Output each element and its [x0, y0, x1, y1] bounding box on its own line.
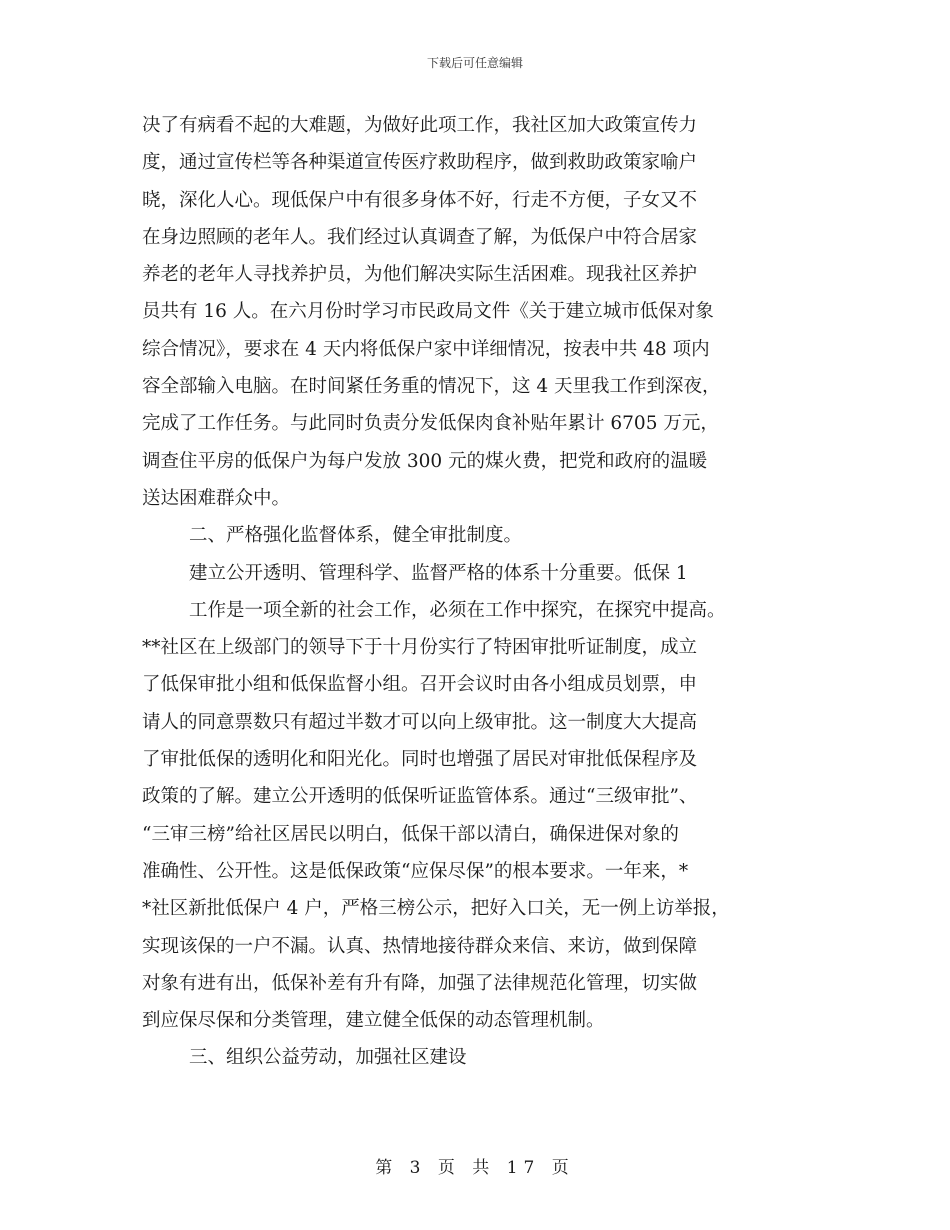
document-body [142, 107, 812, 1077]
paragraph-line: 对象有进有出，低保补差有升有降，加强了法律规范化管理，切实做 [142, 972, 698, 994]
paragraph-line: 了低保审批小组和低保监督小组。召开会议时由各小组成员划票，申 [142, 674, 698, 696]
paragraph-line: 了审批低保的透明化和阳光化。同时也增强了居民对审批低保程序及 [142, 749, 698, 771]
paragraph-line: 建立公开透明、管理科学、监督严格的体系十分重要。低保 1 [189, 562, 688, 584]
paragraph-line: *社区新批低保户 4 户，严格三榜公示，把好入口关，无一例上访举报， [142, 898, 730, 920]
paragraph-line: 员共有 16 人。在六月份时学习市民政局文件《关于建立城市低保对象 [142, 301, 714, 323]
paragraph-line: 实现该保的一户不漏。认真、热情地接待群众来信、来访，做到保障 [142, 935, 698, 957]
section-heading: 二、严格强化监督体系，健全审批制度。 [189, 525, 523, 547]
paragraph-line: 政策的了解。建立公开透明的低保听证监管体系。通过“三级审批”、 [142, 786, 698, 808]
paragraph-line: 调查住平房的低保户为每户发放 300 元的煤火费，把党和政府的温暖 [142, 450, 708, 472]
paragraph-line: 晓，深化人心。现低保户中有很多身体不好，行走不方便，子女又不 [142, 189, 698, 211]
paragraph-line: “三审三榜”给社区居民以明白，低保干部以清白，确保进保对象的 [142, 823, 679, 845]
paragraph-line: 在身边照顾的老年人。我们经过认真调查了解，为低保户中符合居家 [142, 226, 698, 248]
paragraph-line: 综合情况》，要求在 4 天内将低保户家中详细情况，按表中共 48 项内 [142, 338, 710, 360]
paragraph-line: 到应保尽保和分类管理，建立健全低保的动态管理机制。 [142, 1010, 605, 1032]
paragraph-line: **社区在上级部门的领导下于十月份实行了特困审批听证制度，成立 [142, 637, 698, 659]
paragraph-line: 容全部输入电脑。在时间紧任务重的情况下，这 4 天里我工作到深夜， [142, 376, 721, 398]
paragraph-line: 养老的老年人寻找养护员，为他们解决实际生活困难。现我社区养护 [142, 264, 698, 286]
page-header: 下载后可任意编辑 [426, 56, 523, 70]
paragraph-line: 准确性、公开性。这是低保政策“应保尽保”的根本要求。一年来，* [142, 860, 689, 882]
page-number: 第 3 页 共 17 页 [375, 1158, 575, 1178]
paragraph-line: 决了有病看不起的大难题，为做好此项工作，我社区加大政策宣传力 [142, 115, 698, 136]
paragraph-line: 工作是一项全新的社会工作，必须在工作中探究，在探究中提高。 [189, 599, 726, 621]
paragraph-line: 送达困难群众中。 [142, 487, 291, 509]
paragraph-line: 度，通过宣传栏等各种渠道宣传医疗救助程序，做到救助政策家喻户 [142, 152, 698, 174]
section-heading: 三、组织公益劳动，加强社区建设 [189, 1047, 467, 1069]
paragraph-line: 完成了工作任务。与此同时负责分发低保肉食补贴年累计 6705 万元， [142, 413, 719, 435]
paragraph-line: 请人的同意票数只有超过半数才可以向上级审批。这一制度大大提高 [142, 711, 698, 733]
